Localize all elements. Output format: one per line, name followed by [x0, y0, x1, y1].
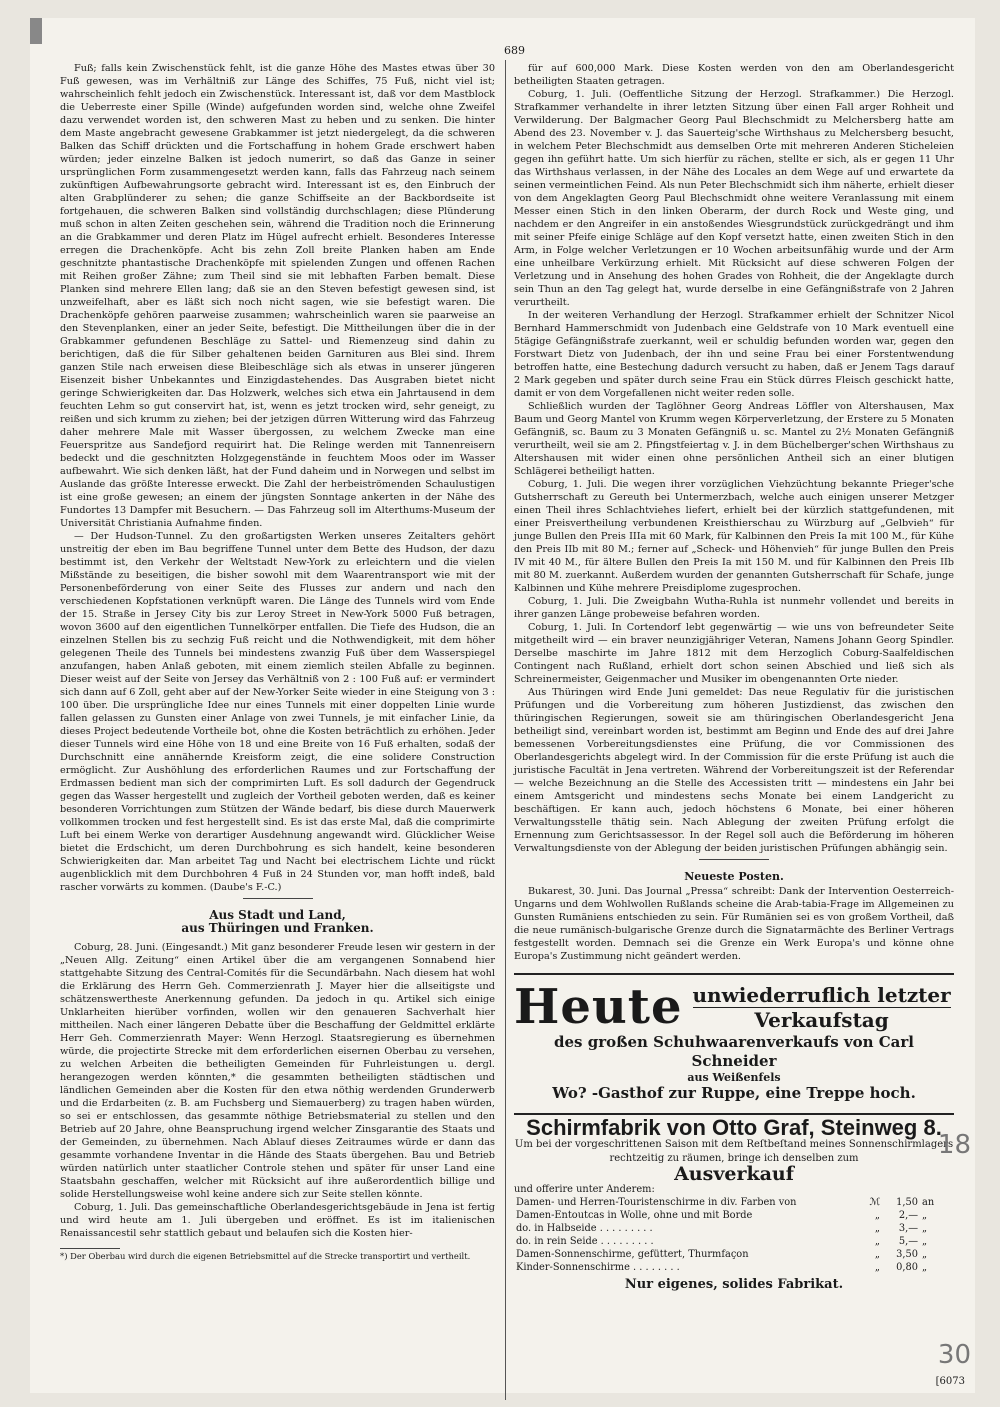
- price-item: Damen- und Herren-Touristenschirme in div. Farben von: [516, 1197, 797, 1208]
- price-currency: „: [874, 1223, 880, 1234]
- ad-line-5: Wo? -Gasthof zur Ruppe, eine Treppe hoch.: [552, 1084, 916, 1102]
- price-currency: ℳ: [869, 1197, 880, 1208]
- left-column: [60, 62, 495, 1262]
- price-unit: „: [922, 1236, 928, 1247]
- neueste-posten-title: Neueste Posten.: [684, 870, 784, 883]
- newspaper-page: [30, 18, 975, 1393]
- price-currency: „: [874, 1249, 880, 1260]
- section-divider: [243, 898, 313, 899]
- ad-heute: Heute: [514, 979, 683, 1035]
- ad-headline: [514, 981, 954, 1033]
- price-value: 5,—: [898, 1236, 918, 1247]
- price-item: Damen-Entoutcas in Wolle, ohne und mit Borde: [516, 1210, 753, 1221]
- price-value: 0,80: [896, 1262, 918, 1273]
- price-item: Kinder-Sonnenschirme . . . . . . . .: [516, 1262, 680, 1273]
- footnote: *) Der Oberbau wird durch die eigenen Betriebsmittel auf die Strecke transportirt und vertheilt.: [60, 1251, 471, 1261]
- ad-rule: [514, 973, 954, 975]
- prieger-article: Coburg, 1. Juli. Die wegen ihrer vorzüglichen Viehzüchtung bekannte Prieger'sche Gutsherrschaft zu Gereuth bei Untermerzbach, welche auch einigen unserer Metzger einen Theil ihres Schlachtviehes liefert, erhielt bei der kürzlich stattgefundenen, mit einer Preisvertheilung verbundenen Kreisthierschau zu Würzburg auf „Gelbvieh“ für junge Bullen den Preis IIIa mit 60 Mark, für Kalbinnen den Preis Ia mit 100 M., für Kühe den Preis IIb mit 80 M.; ferner auf „Scheck- und Höhenvieh“ für junge Bullen den Preis IV mit 40 M., für ältere Bullen den Preis Ia mit 150 M. und für Kalbinnen den Preis IIb mit 80 M. zuerkannt. Außerdem wurden der genannten Gutsherrschaft für Schafe, junge Kalbinnen und Kühe mehrere Preisdiplome zugesprochen.: [514, 479, 954, 594]
- ad-right-block: [693, 983, 951, 1032]
- price-value: 3,—: [898, 1223, 918, 1234]
- umbrella-ad-ausverkauf: Ausverkauf: [674, 1163, 794, 1185]
- price-unit: an: [922, 1197, 935, 1208]
- ad-line-1: unwiederruflich letzter: [692, 982, 951, 1007]
- viking-ship-article: Fuß; falls kein Zwischenstück fehlt, ist die ganze Höhe des Mastes etwas über 30 Fuß gewesen, was im Verhältniß zur Länge des Schiffes, 75 Fuß, nicht viel ist; wahrscheinlich fehlt jedoch ein Zwischenstück. Interessant ist, daß vor dem Mastblock die Ueberreste einer Spille (Winde) aufgefunden worden sind, welche ohne Zweifel dazu verwendet worden ist, den schweren Mast zu heben und zu senken. Die hinter dem Maste angebracht gewesene Grabkammer ist jetzt niedergelegt, da die schweren Balken das Schiff drückten und die Fortschaffung in hohem Grade erschwert haben würden; jeder einzelne Balken ist jedoch numerirt, so daß das Ganze in seiner ursprünglichen Form zusammengesetzt werden kann, falls das Fahrzeug nach seinem zukünftigen Aufbewahrungsorte gebracht wird. Interessant ist es, den Einbruch der alten Grabplünderer zu sehen; die ganze Schiffseite an der Backbordseite ist fortgehauen, die schweren Balken sind vollständig durchschlagen; diese Plünderung muß schon in alten Zeiten geschehen sein, während die Tradition noch die Erinnerung an die Grabkammer und deren Platz im Hügel aufrecht erhielt. Besonderes Interesse erregen die Drachenköpfe. Acht bis zehn Zoll breite Planken haben am Ende geschnitzte phantastische Drachenköpfe mit spielenden Zungen und offenen Rachen mit Reihen großer Zähne; zum Theil sind sie mit lebhaften Farben bemalt. Diese Planken sind mehrere Ellen lang; daß sie an den Steven befestigt gewesen sind, ist unzweifelhaft, aber es läßt sich noch nicht sagen, wie sie befestigt waren. Die Drachenköpfe gehören paarweise zusammen; wahrscheinlich waren sie paarweise an den Stevenplanken, einer an jeder Seite, befestigt. Die Mittheilungen über die in der Grabkammer gefundenen Beschläge zu Sattel- und Riemenzeug sind dahin zu berichtigen, daß die für Silber gehaltenen beiden Garnituren aus Blei sind. Ihrem ganzen Stile nach erweisen diese Bleibeschläge sich als etwas in unserer jüngeren Eisenzeit bisher Unbekanntes und Einzigdastehendes. Das Ausgraben bietet nicht geringe Schwierigkeiten dar. Das Holzwerk, welches sich etwa ein Jahrtausend in dem feuchten Lehm so gut conservirt hat, ist, wenn es jetzt trocken wird, sehr geneigt, zu reißen und sich krumm zu ziehen; bei der jetzigen dürren Witterung wird das Fahrzeug daher mehrere Male mit Wasser übergossen, zu welchem Zwecke man eine Feuerspritze aus Sandefjord requirirt hat. Die Relinge werden mit Tannenreisern bedeckt und die geschnitzten Holzgegenstände in feuchtem Moos oder im Wasser aufbewahrt. Wie sich denken läßt, hat der Fund daheim und in Norwegen und selbst im Auslande das größte Interesse erweckt. Die Zahl der herbeiströmenden Schaulustigen ist eine große gewesen; an einem der jüngsten Sonntage ankerten in der Nähe des Fundortes 13 Dampfer mit Besuchern. — Das Fahrzeug soll im Alterthums-Museum der Universität Christiania Aufnahme finden.: [60, 63, 495, 529]
- loeffler-article: Schließlich wurden der Taglöhner Georg Andreas Löffler von Altershausen, Max Baum und Georg Mantel von Krumm wegen Körperverletzung, der Erstere zu 5 Monaten Gefängniß, sc. Baum zu 3 Monaten Gefängniß u. sc. Mantel zu 2½ Monaten Gefängniß verurtheilt, weil sie am 2. Pfingstfeiertag v. J. in dem Büchelberger'schen Wirthshaus zu Altershausen mit wider einen ohne persönlichen Antheil sich an einer blutigen Schlägerei betheiligt hatten.: [514, 401, 954, 477]
- umbrella-ad: [514, 1113, 954, 1291]
- page-number: 689: [504, 44, 525, 57]
- footnote-rule: [60, 1248, 120, 1249]
- price-unit: „: [922, 1210, 928, 1221]
- news-divider: [699, 859, 769, 860]
- thueringen-article: Aus Thüringen wird Ende Juni gemeldet: Das neue Regulativ für die juristischen Prüfungen und die Vorbereitung zum höheren Justizdienst, das zwischen den thüringischen Regierungen, soweit sie am thüringischen Oberlandesgericht Jena betheiligt sind, vereinbart worden ist, bestimmt am Beginn und Ende des auf drei Jahre bemessenen Vorbereitungsdienstes eine Prüfung, die vor Commissionen des Oberlandesgerichts abgelegt wird. In der Commission für die erste Prüfung ist auch die juristische Facultät in Jena vertreten. Während der Vorbereitungszeit ist der Referendar — welche Bezeichnung an die Stelle des Accessisten tritt — mindestens ein Jahr bei einem Amtsgericht und mindestens sechs Monate bei einem Landgericht zu beschäftigen. Er kann auch, jedoch höchstens 6 Monate, bei einer höheren Verwaltungsstelle thätig sein. Nach Ablegung der zweiten Prüfung erfolgt die Ernennung zum Gerichtsassessor. In der Regel soll auch die Beförderung im höheren Verwaltungsdienste von der Ablegung der beiden juristischen Prüfungen abhängig sein.: [514, 687, 954, 854]
- price-row: [514, 1209, 954, 1222]
- section-subtitle: aus Thüringen und Franken.: [181, 921, 374, 935]
- price-currency: „: [874, 1262, 880, 1273]
- umbrella-ad-tagline: Nur eigenes, solides Fabrikat.: [624, 1277, 844, 1292]
- coburg-railway-article: Coburg, 28. Juni. (Eingesandt.) Mit ganz besonderer Freude lesen wir gestern in der „Neuen Allg. Zeitung“ einen Artikel über die am vergangenen Sonnabend hier stattgehabte Sitzung des Central-Comités für die Secundärbahn. Nach diesem hat wohl die Erklärung des Herrn Geh. Commerzienrath J. Mayer hier die allseitigste und schätzenswertheste Anerkennung gefunden. Da jedoch in qu. Artikel sich einige Unklarheiten hierüber vorfinden, wollen wir den genaueren Sachverhalt hier mittheilen. Nach einer längeren Debatte über die Beschaffung der Geldmittel erklärte Herr Geh. Commerzienrath Mayer: Wenn Herzogl. Staatsregierung es übernehmen würde, die projectirte Strecke mit dem erforderlichen eisernen Oberbau zu versehen, zu welchen Arbeiten die betheiligten Gemeinden für Fuhrleistungen u. dergl. herangezogen werden könnten,* die gesammten betheiligten städtischen und ländlichen Gemeinden aber die Kosten für den etwa nöthig werdenden Grunderwerb und die Erdarbeiten (z. B. am Fuchsberg und Siemauerberg) zu tragen haben würden, so sei er entschlossen, das gesammte nöthige Betriebsmaterial zu stellen und den Betrieb auf 20 Jahre, ohne Beanspruchung irgend welcher Zinsgarantie des Staats und der Gemeinden, zu übernehmen. Nach Ablauf dieses Zeitraumes würde er dann das gesammte vorhandene Inventar in die Hände des Staats übergehen. Bau und Betrieb würden natürlich unter staatlicher Controle stehen und später für unser Land eine Staatsbahn geschaffen, welcher mit Rücksicht auf ihre außerordentlich billige und solide Herstellungsweise wohl keine andere sich zur Seite stellen könnte.: [60, 942, 495, 1200]
- price-row: [514, 1235, 954, 1248]
- bukarest-article: Bukarest, 30. Juni. Das Journal „Pressa“ schreibt: Dank der Intervention Oesterreich-Ungarns und dem Wohlwollen Rußlands scheine die Arab-tabia-Frage im Allgemeinen zu Gunsten Rumäniens entschieden zu sein. Für Rumänien sei es von großem Vortheil, daß die neue rumänisch-bulgarische Grenze durch die Signatarmächte des Berliner Vertrags festgestellt worden. Demnach sei die Grenze ein Werk Europa's und könne ohne Europa's Zustimmung nicht geändert werden.: [514, 886, 954, 962]
- umbrella-ad-title: Schirmfabrik von Otto Graf, Steinweg 8.: [514, 1113, 954, 1134]
- hudson-tunnel-article: — Der Hudson-Tunnel. Zu den großartigsten Werken unseres Zeitalters gehört unstreitig der eben im Bau begriffene Tunnel unter dem Bette des Hudson, der dazu bestimmt ist, den Verkehr der Weltstadt New-York zu erleichtern und die vielen Mißstände zu beseitigen, die bisher sowohl mit dem Waarentransport wie mit der Personenbeförderung von einer Seite des Flusses zur andern und nach den verschiedenen Kopfstationen verknüpft waren. Die Länge des Tunnels wird vom Ende der 15. Straße in Jersey City bis zur Leroy Street in New-York 5000 Fuß betragen, wovon 3600 auf den eigentlichen Tunnelkörper entfallen. Die Tiefe des Hudson, die an einzelnen Stellen bis zu sechzig Fuß reicht und die Nothwendigkeit, mit dem höher gelegenen Theile des Tunnels bei mindestens zwanzig Fuß über dem Wasserspiegel anzufangen, haben Anlaß geboten, mit einem ziemlich steilen Abfalle zu beginnen. Dieser weist auf der Seite von Jersey das Verhältniß von 2 : 100 Fuß auf: er vermindert sich dann auf 6 Zoll, geht aber auf der New-Yorker Seite wieder in eine Steigung von 3 : 100 über. Die ursprüngliche Idee nur eines Tunnels mit einer doppelten Linie wurde fallen gelassen zu Gunsten einer Anlage von zwei Tunnels, je mit einfacher Linie, da dieses Project bedeutende Vortheile bot, ohne die Kosten beträchtlich zu erhöhen. Jeder dieser Tunnels wird eine Höhe von 18 und eine Breite von 16 Fuß erhalten, sodaß der Durchschnitt eine annähernde Kreisform zeigt, die eine solidere Construction ermöglicht. Zur Aushöhlung des erforderlichen Raumes und zur Fortschaffung der Erdmassen bedient man sich der comprimirten Luft. Es soll dadurch der Gegendruck gegen das Wasser hergestellt und zugleich der Vortheil geboten werden, daß es keiner besonderen Vorrichtungen zum Stützen der Wände bedarf, bis diese durch Mauerwerk vollkommen trocken und fest hergestellt sind. Es ist das erste Mal, daß die comprimirte Luft bei einem Werke von derartiger Ausdehnung angewandt wird. Glücklicher Weise bietet die Erdschicht, um deren Durchbohrung es sich handelt, keine besonderen Schwierigkeiten dar. Man arbeitet Tag und Nacht bei electrischem Lichte und rückt augenblicklich mit dem Durchbohren 4 Fuß in 24 Stunden vor, man hofft indeß, bald rascher vorwärts zu kommen. (Daube's F.-C.): [60, 531, 495, 893]
- price-value: 3,50: [896, 1249, 918, 1260]
- hammerschmidt-article: In der weiteren Verhandlung der Herzogl. Strafkammer erhielt der Schnitzer Nicol Bernhard Hammerschmidt von Judenbach eine Geldstrafe von 10 Mark eventuell eine 5tägige Gefängnißstrafe zuerkannt, weil er schuldig befunden worden war, gegen den Forstwart Dietz von Judenbach, der ihn und seine Frau bei einer Forstentwendung betroffen hatte, eine Bestechung dadurch versucht zu haben, daß er Jenem Tags darauf 2 Mark gegeben und später durch seine Frau ein Stück dürres Fleisch geschickt hatte, damit er von dem Vorgefallenen nicht weiter reden solle.: [514, 310, 954, 399]
- price-item: Damen-Sonnenschirme, gefüttert, Thurmfaçon: [516, 1249, 749, 1260]
- margin-note-bottom: 30: [937, 1340, 971, 1370]
- price-item: do. in rein Seide . . . . . . . . .: [516, 1236, 654, 1247]
- price-value: 1,50: [896, 1197, 918, 1208]
- price-currency: „: [874, 1210, 880, 1221]
- price-row: [514, 1196, 954, 1209]
- price-row: [514, 1248, 954, 1261]
- wutha-ruhla-article: Coburg, 1. Juli. Die Zweigbahn Wutha-Ruhla ist nunmehr vollendet und bereits in ihrer ganzen Länge probeweise befahren worden.: [514, 596, 954, 620]
- right-column: [514, 62, 954, 1291]
- scan-mark: [30, 18, 42, 44]
- price-unit: „: [922, 1262, 928, 1273]
- price-unit: „: [922, 1223, 928, 1234]
- ad-line-3: des großen Schuhwaarenverkaufs von Carl Schneider: [554, 1033, 914, 1070]
- ad-line-4: aus Weißenfels: [687, 1071, 781, 1084]
- coburg-jena-article: Coburg, 1. Juli. Das gemeinschaftliche Oberlandesgerichtsgebäude in Jena ist fertig und wird heute am 1. Juli übergeben und eröffnet. Es ist im italienischen Renaissancestil sehr stattlich gebaut und belaufen sich die Kosten hier-: [60, 1202, 495, 1239]
- column-rule: [505, 60, 506, 1400]
- strafkammer-article: Coburg, 1. Juli. (Oeffentliche Sitzung der Herzogl. Strafkammer.) Die Herzogl. Strafkammer verhandelte in ihrer letzten Sitzung über einen Fall arger Rohheit und Verwilderung. Der Balgmacher Georg Paul Blechschmidt zu Melchersberg hatte am Abend des 23. November v. J. das Sauerteig'sche Wirthshaus zu Melchersberg besucht, in welchem Peter Blechschmidt aus demselben Orte mit mehreren Anderen Sticheleien gegen ihn geführt hatte. Um sich hierfür zu rächen, stellte er sich, als er gegen 11 Uhr das Wirthshaus verlassen, in der Nähe des Locales an dem Wege auf und erwartete da seinen vermeintlichen Feind. Als nun Peter Blechschmidt sich ihm näherte, erhielt dieser von dem Angeklagten Georg Paul Blechschmidt ohne weitere Veranlassung mit einem Messer einen Stich in den linken Oberarm, der durch Rock und Weste ging, und nachdem er den Angreifer in ein anstoßendes Wiesgrundstück zurückgedrängt und ihm mit seiner Pfeife einige Schläge auf den Kopf versetzt hatte, einen zweiten Stich in den Arm, in Folge welcher Verletzungen er 10 Wochen arbeitsunfähig wurde und der Arm eine unheilbare Verkürzung erhielt. Mit Rücksicht auf diese schweren Folgen der Verletzung und in Ansehung des hohen Grades von Rohheit, die der Angeklagte durch sein Thun an den Tag gelegt hat, wurde derselbe in eine Gefängnißstrafe von 2 Jahren verurtheilt.: [514, 89, 954, 308]
- margin-note-top: 18: [937, 1130, 971, 1160]
- shoe-sale-ad: [514, 981, 954, 1103]
- price-list: [514, 1196, 954, 1274]
- ad-number: [6073: [935, 1376, 965, 1387]
- umbrella-ad-offer: und offerire unter Anderem:: [514, 1184, 655, 1195]
- section-title: Aus Stadt und Land,: [209, 908, 346, 922]
- ad-line-2: Verkaufstag: [754, 1007, 889, 1032]
- price-row: [514, 1222, 954, 1235]
- veteran-article: Coburg, 1. Juli. In Cortendorf lebt gegenwärtig — wie uns von befreundeter Seite mitgetheilt wird — ein braver neunzigjähriger Veteran, Namens Johann Georg Spindler. Derselbe maschirte im Jahre 1812 mit dem Herzoglich Coburg-Saalfeldischen Contingent nach Rußland, erhielt dort schon seinen Abschied und ließ sich als Schreinermeister, Geigenmacher und Musiker im obengenannten Orte nieder.: [514, 622, 954, 685]
- price-item: do. in Halbseide . . . . . . . . .: [516, 1223, 653, 1234]
- jena-costs-article: für auf 600,000 Mark. Diese Kosten werden von den am Oberlandesgericht betheiligten Staaten getragen.: [514, 63, 954, 87]
- price-unit: „: [922, 1249, 928, 1260]
- umbrella-ad-intro: Um bei der vorgeschrittenen Saison mit dem Reſtbeſtand meines Sonnenschirmlagers rechtzeitig zu räumen, bringe ich denselben zum: [514, 1139, 954, 1164]
- price-row: [514, 1261, 954, 1274]
- price-currency: „: [874, 1236, 880, 1247]
- price-value: 2,—: [898, 1210, 918, 1221]
